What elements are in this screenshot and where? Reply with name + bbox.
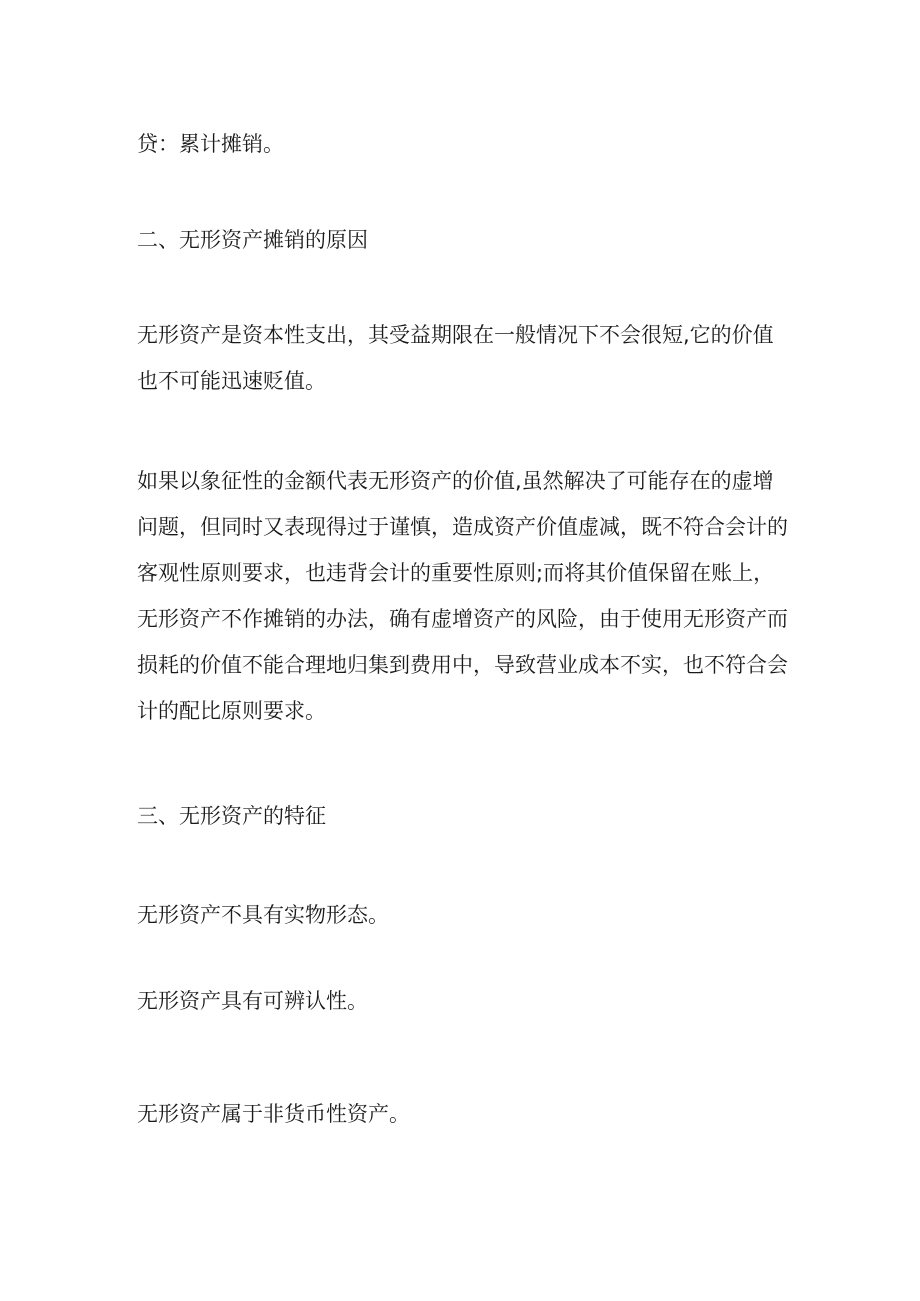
paragraph-capital-expenditure: [137, 312, 807, 404]
paragraph-line: 问题，但同时又表现得过于谨慎，造成资产价值虚减，既不符合会计的: [137, 515, 788, 539]
paragraph-line: 无形资产是资本性支出，其受益期限在一般情况下不会很短,它的价值: [137, 323, 774, 347]
feature-item-2: 无形资产具有可辨认性。: [137, 989, 368, 1013]
paragraph-line: 也不可能迅速贬值。: [137, 369, 326, 393]
paragraph-line: 无形资产不作摊销的办法，确有虚增资产的风险，由于使用无形资产而: [137, 607, 788, 631]
section-heading-2: 二、无形资产摊销的原因: [137, 228, 368, 252]
feature-item-3: 无形资产属于非货币性资产。: [137, 1102, 410, 1126]
paragraph-line: 客观性原则要求，也违背会计的重要性原则;而将其价值保留在账上，: [137, 561, 775, 585]
paragraph-symbolic-amount: [137, 458, 807, 734]
feature-item-1: 无形资产不具有实物形态。: [137, 903, 389, 927]
paragraph-line: 损耗的价值不能合理地归集到费用中，导致营业成本不实，也不符合会: [137, 653, 788, 677]
section-heading-3: 三、无形资产的特征: [137, 804, 326, 828]
paragraph-line: 如果以象征性的金额代表无形资产的价值,虽然解决了可能存在的虚增: [137, 469, 774, 493]
credit-entry-line: 贷：累计摊销。: [137, 132, 284, 156]
paragraph-line: 计的配比原则要求。: [137, 699, 326, 723]
